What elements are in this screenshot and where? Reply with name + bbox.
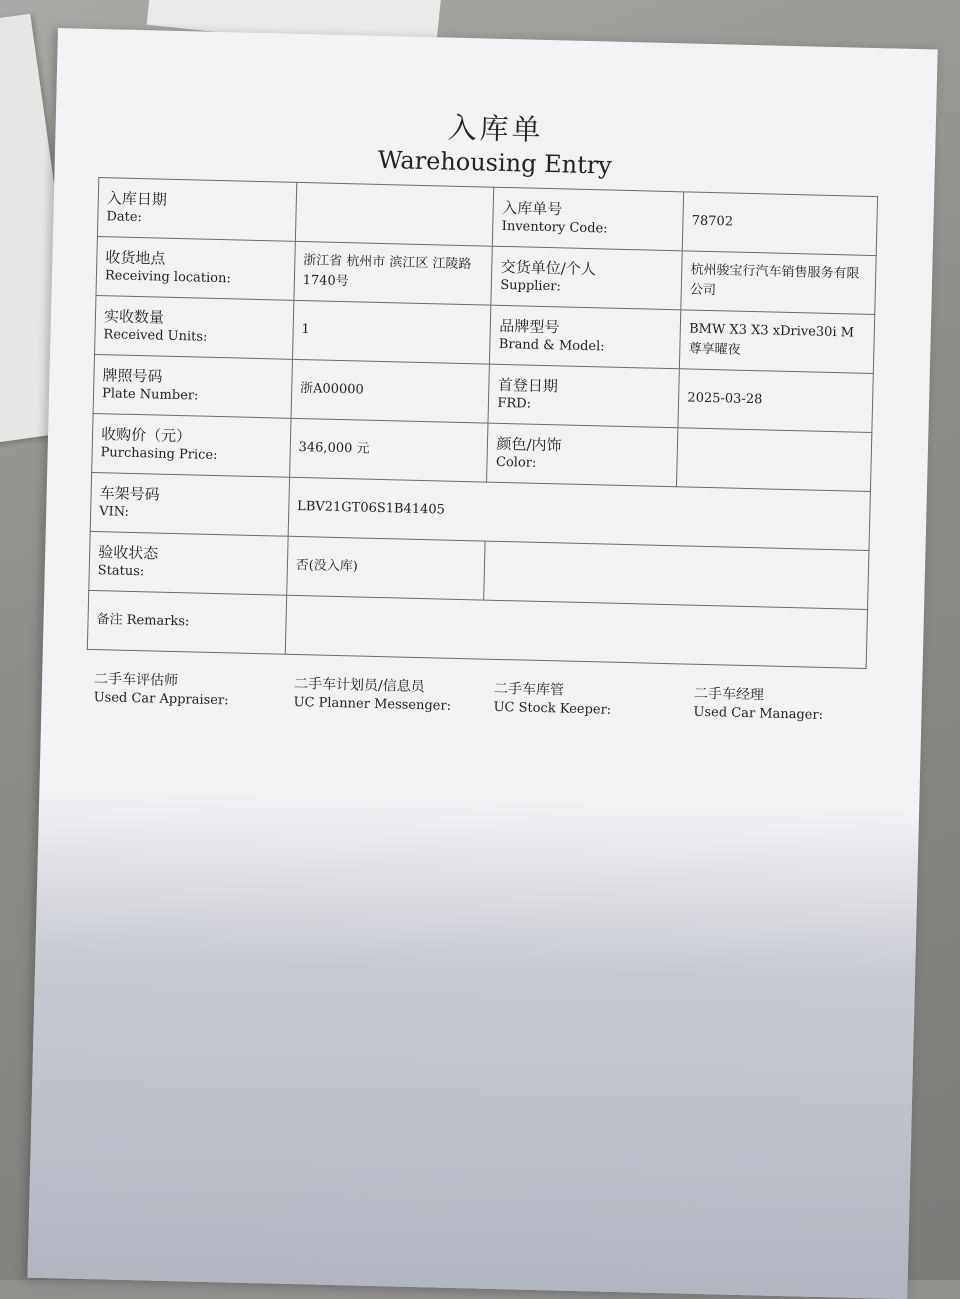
status-label-cn: 验收状态 <box>97 543 159 563</box>
date-value <box>295 182 494 246</box>
signature-stock-keeper <box>493 679 684 722</box>
supplier-label-en: Supplier: <box>500 277 562 295</box>
inventory-code-label-cell <box>493 187 684 251</box>
frd-value: 2025-03-28 <box>678 369 873 433</box>
supplier-value: 杭州骏宝行汽车销售服务有限公司 <box>681 251 876 315</box>
signature-planner <box>293 674 484 717</box>
frd-label-cell <box>488 364 679 428</box>
received-units-label-cell <box>95 296 294 360</box>
vin-label-en: VIN: <box>99 504 130 520</box>
purchasing-price-value: 346,000 元 <box>289 418 488 482</box>
vin-label-cn: 车架号码 <box>99 484 160 504</box>
plate-number-label-cell <box>93 354 292 418</box>
shadow-overlay <box>27 788 919 1299</box>
color-label-cn: 颜色/内饰 <box>496 434 562 455</box>
title-english: Warehousing Entry <box>377 145 613 180</box>
frd-label-cn: 首登日期 <box>497 375 559 396</box>
signature-stock-keeper-label-en: UC Stock Keeper: <box>493 699 612 718</box>
signature-manager-label-cn: 二手车经理 <box>693 685 765 704</box>
signature-appraiser-label-cn: 二手车评估师 <box>93 671 179 690</box>
remarks-label: 备注 Remarks: <box>96 612 190 630</box>
status-label-en: Status: <box>97 563 145 580</box>
signature-row <box>93 669 884 726</box>
brand-model-value: BMW X3 X3 xDrive30i M尊享曜夜 <box>680 310 875 374</box>
date-label-cell <box>97 178 296 242</box>
color-label-en: Color: <box>495 454 537 471</box>
entry-form-table <box>87 177 878 669</box>
frd-label-en: FRD: <box>497 395 532 412</box>
warehousing-entry-sheet <box>27 28 937 1299</box>
brand-model-label-cell <box>490 305 681 369</box>
date-label-en: Date: <box>106 209 143 226</box>
plate-number-value: 浙A00000 <box>291 359 490 423</box>
received-units-value: 1 <box>292 300 491 364</box>
remarks-label-cell <box>87 590 286 654</box>
color-label-cell <box>487 423 678 487</box>
signature-manager <box>693 684 884 727</box>
signature-appraiser <box>93 669 284 712</box>
inventory-code-value: 78702 <box>682 192 877 256</box>
purchasing-price-label-cn: 收购价（元） <box>100 425 192 446</box>
vin-label-cell <box>90 472 289 536</box>
signature-planner-label-en: UC Planner Messenger: <box>293 694 452 714</box>
brand-model-label-en: Brand & Model: <box>498 336 605 355</box>
purchasing-price-label-cell <box>92 413 291 477</box>
signature-appraiser-label-en: Used Car Appraiser: <box>93 690 229 709</box>
received-units-label-en: Received Units: <box>103 327 208 345</box>
supplier-label-cell <box>491 246 682 310</box>
vin-value: LBV21GT06S1B41405 <box>288 477 871 550</box>
status-value: 否(没入库) <box>286 536 485 600</box>
signature-planner-label-cn: 二手车计划员/信息员 <box>293 675 425 696</box>
status-label-cell <box>89 531 288 595</box>
signature-manager-label-en: Used Car Manager: <box>693 704 824 723</box>
inventory-code-label-cn: 入库单号 <box>502 198 563 219</box>
receiving-location-label-en: Receiving location: <box>104 268 232 287</box>
inventory-code-label-en: Inventory Code: <box>501 218 608 237</box>
supplier-label-cn: 交货单位/个人 <box>500 257 597 279</box>
receiving-location-label-cell <box>96 237 295 301</box>
title-chinese: 入库单 <box>447 110 545 147</box>
color-value <box>677 428 872 492</box>
status-empty-cell <box>484 541 869 609</box>
receiving-location-value: 浙江省 杭州市 滨江区 江陵路1740号 <box>294 241 493 305</box>
date-label-cn: 入库日期 <box>106 189 168 209</box>
receiving-location-label-cn: 收货地点 <box>105 248 166 268</box>
plate-number-label-en: Plate Number: <box>101 386 199 404</box>
signature-stock-keeper-label-cn: 二手车库管 <box>493 680 565 699</box>
plate-number-label-cn: 牌照号码 <box>102 366 163 386</box>
purchasing-price-label-en: Purchasing Price: <box>100 445 218 464</box>
received-units-label-cn: 实收数量 <box>103 307 165 327</box>
brand-model-label-cn: 品牌型号 <box>499 316 560 337</box>
